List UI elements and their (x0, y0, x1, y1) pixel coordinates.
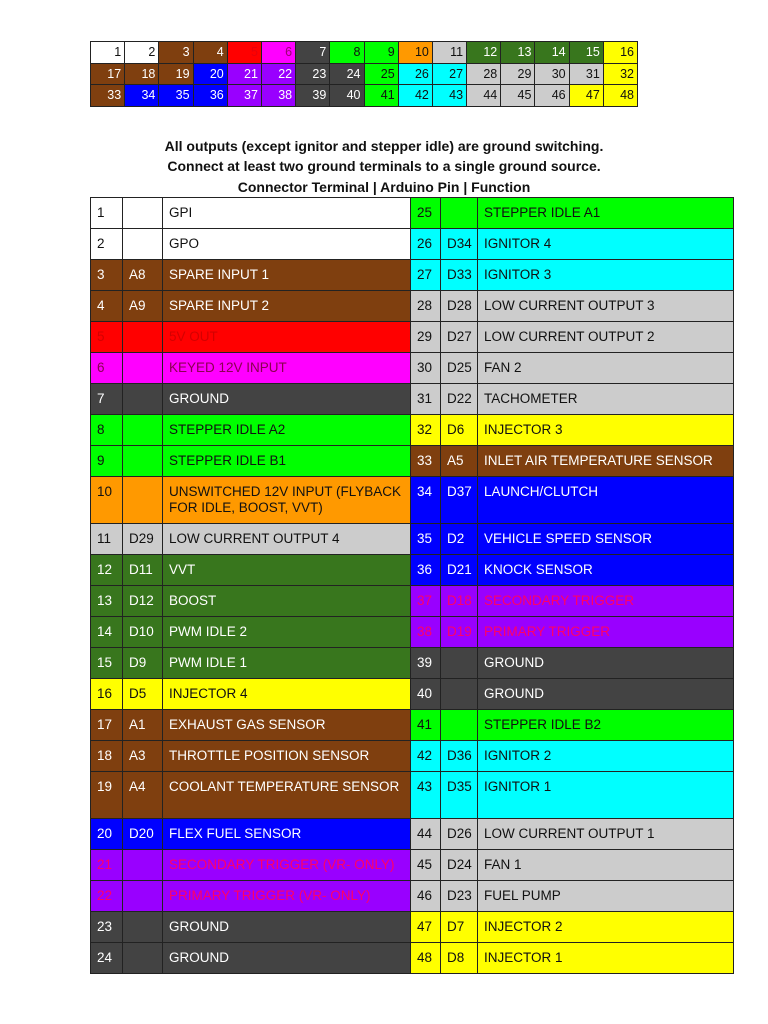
pin-row (91, 291, 734, 322)
grid-cell: 43 (432, 85, 466, 107)
terminal-number: 16 (91, 679, 123, 710)
pin-function: GROUND (478, 679, 734, 710)
terminal-number: 44 (411, 819, 441, 850)
pin-row (91, 912, 734, 943)
pin-function: BOOST (163, 586, 411, 617)
connector-layout-grid (90, 41, 638, 107)
arduino-pin: D34 (441, 229, 478, 260)
grid-cell: 32 (603, 63, 637, 85)
terminal-number: 47 (411, 912, 441, 943)
grid-cell: 15 (569, 42, 603, 64)
grid-cell: 46 (535, 85, 569, 107)
arduino-pin: D10 (123, 617, 163, 648)
pin-function: IGNITOR 4 (478, 229, 734, 260)
terminal-number: 24 (91, 943, 123, 974)
grid-cell: 4 (193, 42, 227, 64)
terminal-number: 13 (91, 586, 123, 617)
terminal-number: 30 (411, 353, 441, 384)
pin-function: IGNITOR 3 (478, 260, 734, 291)
pin-row (91, 260, 734, 291)
terminal-number: 21 (91, 850, 123, 881)
pin-function: PWM IDLE 2 (163, 617, 411, 648)
grid-cell: 1 (91, 42, 125, 64)
note-ground-switching: All outputs (except ignitor and stepper idle) are ground switching. (164, 138, 604, 154)
grid-cell: 28 (467, 63, 501, 85)
arduino-pin (441, 710, 478, 741)
pin-row (91, 741, 734, 772)
terminal-number: 11 (91, 524, 123, 555)
arduino-pin (123, 912, 163, 943)
terminal-number: 20 (91, 819, 123, 850)
arduino-pin: D20 (123, 819, 163, 850)
arduino-pin (123, 477, 163, 524)
pin-function: PWM IDLE 1 (163, 648, 411, 679)
terminal-number: 28 (411, 291, 441, 322)
grid-cell: 21 (227, 63, 261, 85)
terminal-number: 22 (91, 881, 123, 912)
pin-function: FAN 2 (478, 353, 734, 384)
wiring-notes (0, 136, 768, 197)
pin-function: LAUNCH/CLUTCH (478, 477, 734, 524)
grid-cell: 22 (261, 63, 295, 85)
terminal-number: 32 (411, 415, 441, 446)
arduino-pin: A9 (123, 291, 163, 322)
arduino-pin (123, 198, 163, 229)
pin-function: TACHOMETER (478, 384, 734, 415)
arduino-pin: D8 (441, 943, 478, 974)
terminal-number: 27 (411, 260, 441, 291)
grid-cell: 19 (159, 63, 193, 85)
grid-cell: 18 (125, 63, 159, 85)
terminal-number: 2 (91, 229, 123, 260)
arduino-pin: D29 (123, 524, 163, 555)
pin-row (91, 384, 734, 415)
arduino-pin: D35 (441, 772, 478, 819)
terminal-number: 45 (411, 850, 441, 881)
pin-row (91, 353, 734, 384)
terminal-number: 31 (411, 384, 441, 415)
pin-function: LOW CURRENT OUTPUT 2 (478, 322, 734, 353)
grid-cell: 14 (535, 42, 569, 64)
terminal-number: 5 (91, 322, 123, 353)
terminal-number: 40 (411, 679, 441, 710)
arduino-pin (123, 322, 163, 353)
arduino-pin: D25 (441, 353, 478, 384)
grid-row (91, 63, 638, 85)
arduino-pin: D28 (441, 291, 478, 322)
grid-cell: 39 (296, 85, 330, 107)
grid-cell: 40 (330, 85, 364, 107)
grid-cell: 30 (535, 63, 569, 85)
pin-function: PRIMARY TRIGGER (VR- ONLY) (163, 881, 411, 912)
pin-function: KNOCK SENSOR (478, 555, 734, 586)
terminal-number: 29 (411, 322, 441, 353)
grid-row (91, 42, 638, 64)
arduino-pin: A3 (123, 741, 163, 772)
arduino-pin (123, 384, 163, 415)
terminal-number: 37 (411, 586, 441, 617)
arduino-pin (123, 353, 163, 384)
grid-cell: 12 (467, 42, 501, 64)
arduino-pin: D27 (441, 322, 478, 353)
terminal-number: 26 (411, 229, 441, 260)
terminal-number: 43 (411, 772, 441, 819)
pin-row (91, 710, 734, 741)
pin-function: INJECTOR 2 (478, 912, 734, 943)
grid-cell: 36 (193, 85, 227, 107)
arduino-pin (441, 198, 478, 229)
terminal-number: 12 (91, 555, 123, 586)
pin-function: FLEX FUEL SENSOR (163, 819, 411, 850)
grid-cell: 20 (193, 63, 227, 85)
terminal-number: 18 (91, 741, 123, 772)
terminal-number: 48 (411, 943, 441, 974)
grid-cell: 11 (432, 42, 466, 64)
grid-cell: 26 (398, 63, 432, 85)
grid-cell: 33 (91, 85, 125, 107)
grid-cell: 29 (501, 63, 535, 85)
grid-cell: 2 (125, 42, 159, 64)
arduino-pin: D7 (441, 912, 478, 943)
pin-row (91, 555, 734, 586)
terminal-number: 17 (91, 710, 123, 741)
grid-cell: 45 (501, 85, 535, 107)
arduino-pin: A5 (441, 446, 478, 477)
arduino-pin (123, 850, 163, 881)
pin-function: GROUND (478, 648, 734, 679)
terminal-number: 23 (91, 912, 123, 943)
arduino-pin: D23 (441, 881, 478, 912)
pin-function: GPO (163, 229, 411, 260)
terminal-number: 7 (91, 384, 123, 415)
arduino-pin: D19 (441, 617, 478, 648)
arduino-pin (123, 446, 163, 477)
grid-cell: 48 (603, 85, 637, 107)
arduino-pin (441, 679, 478, 710)
pin-function: KEYED 12V INPUT (163, 353, 411, 384)
grid-cell: 16 (603, 42, 637, 64)
grid-cell: 25 (364, 63, 398, 85)
pin-function: INJECTOR 4 (163, 679, 411, 710)
pin-function: SPARE INPUT 2 (163, 291, 411, 322)
arduino-pin: D21 (441, 555, 478, 586)
pin-row (91, 943, 734, 974)
grid-cell: 23 (296, 63, 330, 85)
pin-row (91, 850, 734, 881)
grid-cell: 6 (261, 42, 295, 64)
arduino-pin: D9 (123, 648, 163, 679)
grid-cell: 42 (398, 85, 432, 107)
pin-function: INLET AIR TEMPERATURE SENSOR (478, 446, 734, 477)
terminal-number: 10 (91, 477, 123, 524)
grid-row (91, 85, 638, 107)
grid-cell: 38 (261, 85, 295, 107)
pinout-table (90, 197, 734, 974)
arduino-pin (123, 415, 163, 446)
pin-row (91, 819, 734, 850)
grid-cell: 47 (569, 85, 603, 107)
arduino-pin: D37 (441, 477, 478, 524)
terminal-number: 4 (91, 291, 123, 322)
pin-function: IGNITOR 2 (478, 741, 734, 772)
arduino-pin (123, 943, 163, 974)
pin-function: STEPPER IDLE A1 (478, 198, 734, 229)
pin-row (91, 446, 734, 477)
pin-row (91, 524, 734, 555)
pin-function: FUEL PUMP (478, 881, 734, 912)
terminal-number: 39 (411, 648, 441, 679)
pin-function: THROTTLE POSITION SENSOR (163, 741, 411, 772)
arduino-pin: D18 (441, 586, 478, 617)
arduino-pin (441, 648, 478, 679)
pin-row (91, 881, 734, 912)
arduino-pin: A1 (123, 710, 163, 741)
table-caption: Connector Terminal | Arduino Pin | Function (237, 178, 531, 195)
grid-cell: 9 (364, 42, 398, 64)
terminal-number: 41 (411, 710, 441, 741)
pin-function: IGNITOR 1 (478, 772, 734, 819)
arduino-pin: D24 (441, 850, 478, 881)
grid-cell: 24 (330, 63, 364, 85)
pin-function: COOLANT TEMPERATURE SENSOR (163, 772, 411, 819)
pin-function: VVT (163, 555, 411, 586)
grid-cell: 44 (467, 85, 501, 107)
terminal-number: 9 (91, 446, 123, 477)
pin-function: GROUND (163, 384, 411, 415)
terminal-number: 33 (411, 446, 441, 477)
grid-cell: 3 (159, 42, 193, 64)
arduino-pin: D22 (441, 384, 478, 415)
terminal-number: 15 (91, 648, 123, 679)
terminal-number: 34 (411, 477, 441, 524)
grid-cell: 35 (159, 85, 193, 107)
arduino-pin: D12 (123, 586, 163, 617)
terminal-number: 35 (411, 524, 441, 555)
pin-function: INJECTOR 1 (478, 943, 734, 974)
grid-cell: 8 (330, 42, 364, 64)
arduino-pin: A8 (123, 260, 163, 291)
pin-function: EXHAUST GAS SENSOR (163, 710, 411, 741)
pin-row (91, 586, 734, 617)
arduino-pin: D11 (123, 555, 163, 586)
grid-cell: 31 (569, 63, 603, 85)
terminal-number: 36 (411, 555, 441, 586)
grid-cell: 7 (296, 42, 330, 64)
pin-function: UNSWITCHED 12V INPUT (FLYBACK FOR IDLE, BOOST, VVT) (163, 477, 411, 524)
pin-function: GPI (163, 198, 411, 229)
grid-cell: 13 (501, 42, 535, 64)
arduino-pin: D33 (441, 260, 478, 291)
pin-function: SECONDARY TRIGGER (478, 586, 734, 617)
pin-function: STEPPER IDLE B1 (163, 446, 411, 477)
pin-row (91, 198, 734, 229)
grid-cell: 5 (227, 42, 261, 64)
grid-cell: 17 (91, 63, 125, 85)
pin-function: GROUND (163, 912, 411, 943)
pin-row (91, 322, 734, 353)
pin-function: STEPPER IDLE B2 (478, 710, 734, 741)
pin-row (91, 415, 734, 446)
pin-row (91, 772, 734, 819)
terminal-number: 38 (411, 617, 441, 648)
note-ground-terminals: Connect at least two ground terminals to a single ground source. (167, 158, 601, 175)
pin-row (91, 679, 734, 710)
terminal-number: 19 (91, 772, 123, 819)
grid-cell: 37 (227, 85, 261, 107)
arduino-pin: D26 (441, 819, 478, 850)
arduino-pin: A4 (123, 772, 163, 819)
terminal-number: 25 (411, 198, 441, 229)
pin-function: GROUND (163, 943, 411, 974)
pin-function: VEHICLE SPEED SENSOR (478, 524, 734, 555)
terminal-number: 14 (91, 617, 123, 648)
pin-function: PRIMARY TRIGGER (478, 617, 734, 648)
terminal-number: 1 (91, 198, 123, 229)
arduino-pin: D36 (441, 741, 478, 772)
pin-function: SPARE INPUT 1 (163, 260, 411, 291)
terminal-number: 46 (411, 881, 441, 912)
pin-function: LOW CURRENT OUTPUT 3 (478, 291, 734, 322)
grid-cell: 27 (432, 63, 466, 85)
grid-cell: 41 (364, 85, 398, 107)
pin-function: LOW CURRENT OUTPUT 4 (163, 524, 411, 555)
pin-function: SECONDARY TRIGGER (VR- ONLY) (163, 850, 411, 881)
pin-function: LOW CURRENT OUTPUT 1 (478, 819, 734, 850)
terminal-number: 42 (411, 741, 441, 772)
arduino-pin (123, 881, 163, 912)
grid-cell: 10 (398, 42, 432, 64)
pin-function: INJECTOR 3 (478, 415, 734, 446)
pin-function: STEPPER IDLE A2 (163, 415, 411, 446)
arduino-pin: D6 (441, 415, 478, 446)
terminal-number: 8 (91, 415, 123, 446)
arduino-pin: D5 (123, 679, 163, 710)
grid-cell: 34 (125, 85, 159, 107)
pin-row (91, 229, 734, 260)
pin-row (91, 617, 734, 648)
terminal-number: 6 (91, 353, 123, 384)
arduino-pin: D2 (441, 524, 478, 555)
pin-row (91, 648, 734, 679)
pin-function: 5V OUT (163, 322, 411, 353)
pin-row (91, 477, 734, 524)
terminal-number: 3 (91, 260, 123, 291)
pin-function: FAN 1 (478, 850, 734, 881)
arduino-pin (123, 229, 163, 260)
